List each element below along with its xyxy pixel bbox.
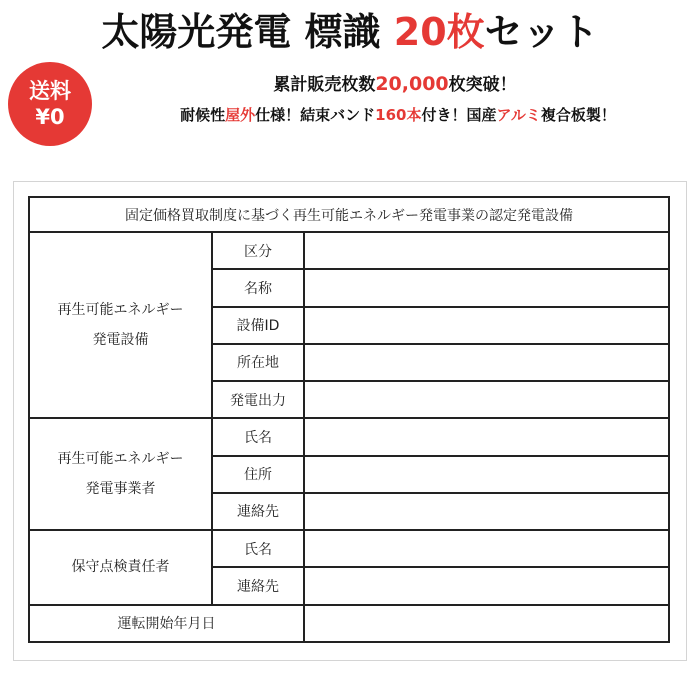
field-value	[304, 381, 669, 418]
category-generation-operator	[29, 418, 212, 530]
field-value	[304, 307, 669, 344]
field-label: 発電出力	[212, 381, 304, 418]
title-quantity: 20枚	[393, 10, 485, 54]
category-label-line2: 発電事業者	[85, 481, 156, 498]
title-suffix: セット	[484, 10, 599, 54]
field-value	[304, 418, 669, 455]
feature-text-1: 耐候性	[180, 106, 226, 124]
category-label-line1: 再生可能エネルギー	[57, 451, 184, 468]
sales-count-suffix: 枚突破！	[448, 75, 517, 95]
feature-text-3: 付き！国産	[421, 106, 497, 124]
field-value	[304, 493, 669, 530]
field-value	[304, 269, 669, 306]
feature-text-2: 仕様！結束バンド	[255, 106, 376, 124]
field-label: 住所	[212, 456, 304, 493]
feature-cable-ties: 160本	[375, 106, 422, 124]
field-value	[304, 530, 669, 567]
sign-header: 固定価格買取制度に基づく再生可能エネルギー発電事業の認定発電設備	[29, 197, 669, 232]
feature-text-4: 複合板製！	[540, 106, 616, 124]
field-label: 名称	[212, 269, 304, 306]
category-generation-equipment	[29, 232, 212, 418]
field-label-start-date: 運転開始年月日	[29, 605, 304, 642]
field-label: 氏名	[212, 530, 304, 567]
sign-form-table	[28, 196, 670, 643]
field-label: 氏名	[212, 418, 304, 455]
field-value	[304, 232, 669, 269]
feature-aluminum: アルミ	[496, 106, 541, 124]
badge-label: 送料	[29, 79, 71, 103]
field-label: 所在地	[212, 344, 304, 381]
category-label-line2: 発電設備	[92, 332, 149, 349]
sales-count-number: 20,000	[375, 73, 449, 95]
field-label: 設備ID	[212, 307, 304, 344]
product-title	[0, 2, 700, 62]
sign-board	[13, 181, 687, 661]
field-value	[304, 605, 669, 642]
category-label-line1: 再生可能エネルギー	[57, 302, 184, 319]
field-value	[304, 567, 669, 604]
sales-count-prefix: 累計販売枚数	[273, 75, 376, 95]
field-label: 区分	[212, 232, 304, 269]
feature-outdoor: 屋外	[225, 106, 256, 124]
free-shipping-badge	[8, 62, 92, 146]
features-line	[96, 104, 700, 125]
badge-price: ¥0	[35, 105, 65, 129]
field-label: 連絡先	[212, 567, 304, 604]
sales-count-line	[90, 70, 700, 95]
title-main: 太陽光発電 標識	[101, 10, 381, 54]
field-label: 連絡先	[212, 493, 304, 530]
field-value	[304, 456, 669, 493]
field-value	[304, 344, 669, 381]
category-maintenance-manager: 保守点検責任者	[29, 530, 212, 605]
